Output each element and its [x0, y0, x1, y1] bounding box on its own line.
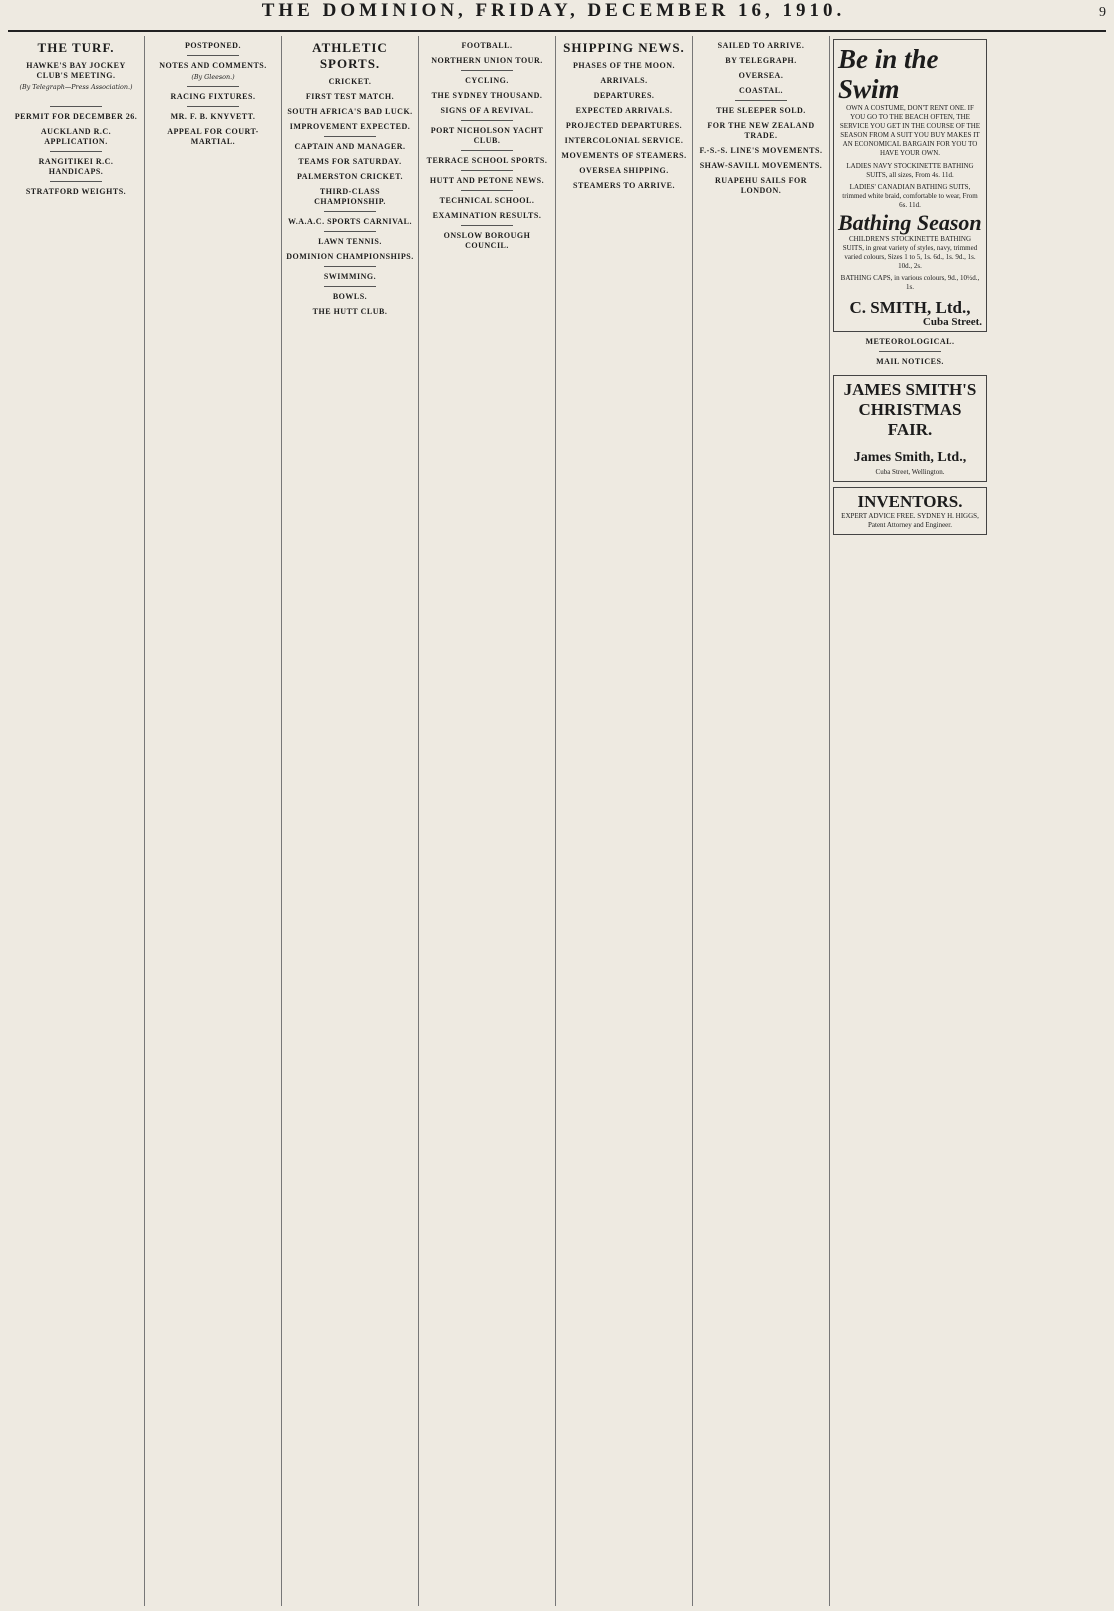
subheading: TERRACE SCHOOL SPORTS.: [426, 156, 548, 165]
advertisement-inventors: [833, 487, 987, 535]
divider: [50, 106, 102, 107]
divider: [461, 70, 513, 71]
heading-shipping-news: SHIPPING NEWS.: [563, 40, 685, 55]
article-body: [11, 94, 141, 103]
divider: [324, 211, 376, 212]
divider: [461, 190, 513, 191]
subheading: PROJECTED DEPARTURES.: [565, 121, 683, 130]
ad-line: BATHING CAPS, in various colours, 9d., 10½d., 1s.: [840, 274, 980, 291]
heading-the-turf: THE TURF.: [37, 40, 115, 55]
subheading: THE HUTT CLUB.: [312, 307, 388, 316]
ad-street: Cuba Street.: [922, 316, 982, 328]
subheading: METEOROLOGICAL.: [865, 336, 955, 346]
advertisement-james-smith: [833, 375, 987, 482]
subheading: THIRD-CLASS CHAMPIONSHIP.: [314, 187, 386, 206]
divider: [50, 181, 102, 182]
subheading: RACING FIXTURES.: [170, 91, 256, 101]
subheading: APPEAL FOR COURT-MARTIAL.: [167, 126, 259, 146]
column-5: [556, 36, 693, 1606]
subheading: THE SLEEPER SOLD.: [716, 106, 806, 115]
subheading: SWIMMING.: [323, 272, 377, 281]
divider: [879, 351, 941, 352]
subheading: PERMIT FOR DECEMBER 26.: [14, 112, 138, 122]
subheading: HUTT AND PETONE NEWS.: [429, 176, 545, 185]
divider: [324, 231, 376, 232]
subheading: OVERSEA.: [738, 71, 784, 80]
subheading: TEAMS FOR SATURDAY.: [298, 157, 402, 166]
advertisement-c-smith: [833, 39, 987, 332]
caption: (By Telegraph—Press Association.): [19, 83, 133, 91]
subheading: IMPROVEMENT EXPECTED.: [289, 122, 411, 131]
subheading: DOMINION CHAMPIONSHIPS.: [286, 252, 414, 261]
subheading: NORTHERN UNION TOUR.: [431, 56, 543, 65]
subheading: MR. F. B. KNYVETT.: [170, 111, 256, 121]
subheading: SHAW-SAVILL MOVEMENTS.: [699, 161, 823, 170]
heading-athletic-sports: ATHLETIC SPORTS.: [312, 40, 388, 71]
ad-text: OWN A COSTUME, DON'T RENT ONE. IF YOU GO TO THE BEACH OFTEN, THE SERVICE YOU GET IN THE COURSE OF THE SEASON FROM A SUIT YOU BUY MAKES IT AN ECONOMICAL BARGAIN FOR YOU TO HAVE YOUR OWN.: [839, 104, 981, 157]
subheading: BOWLS.: [332, 292, 368, 301]
ad-headline: Be in the Swim: [838, 44, 939, 104]
subheading: COASTAL.: [738, 86, 784, 95]
subheading: DEPARTURES.: [593, 91, 655, 100]
subheading: FIRST TEST MATCH.: [305, 92, 395, 101]
subheading: PORT NICHOLSON YACHT CLUB.: [430, 126, 544, 145]
subheading: FOOTBALL.: [461, 41, 513, 50]
divider: [735, 100, 787, 101]
subheading: NOTES AND COMMENTS.: [159, 61, 267, 70]
subheading: POSTPONED.: [185, 41, 241, 50]
subheading: THE SYDNEY THOUSAND.: [431, 91, 543, 100]
column-2: [145, 36, 282, 1606]
divider: [461, 120, 513, 121]
column-6: [693, 36, 830, 1606]
column-1: [8, 36, 145, 1606]
ad-headline: JAMES SMITH'S CHRISTMAS FAIR.: [843, 379, 977, 439]
ad-line: EXPERT ADVICE FREE. SYDNEY H. HIGGS, Patent Attorney and Engineer.: [841, 511, 979, 529]
subheading: TECHNICAL SCHOOL.: [439, 196, 535, 205]
subheading: W.A.A.C. SPORTS CARNIVAL.: [287, 217, 413, 226]
caption: (By Gleeson.): [191, 73, 235, 81]
subheading: MAIL NOTICES.: [876, 356, 944, 366]
subheading: STRATFORD WEIGHTS.: [25, 187, 127, 197]
subheading: SOUTH AFRICA'S BAD LUCK.: [287, 107, 413, 116]
masthead: [8, 0, 1106, 32]
subheading: LAWN TENNIS.: [318, 237, 382, 246]
ad-headline-2: Bathing Season: [838, 210, 982, 235]
column-3: [282, 36, 419, 1606]
subheading: EXAMINATION RESULTS.: [432, 211, 542, 220]
ad-firm: James Smith, Ltd.,: [853, 449, 967, 465]
subheading: CYCLING.: [465, 76, 509, 85]
subheading: INTERCOLONIAL SERVICE.: [564, 136, 684, 145]
divider: [187, 86, 239, 87]
subheading: CAPTAIN AND MANAGER.: [294, 142, 406, 151]
subheading: FOR THE NEW ZEALAND TRADE.: [707, 121, 815, 140]
divider: [324, 286, 376, 287]
subheading: HAWKE'S BAY JOCKEY CLUB'S MEETING.: [26, 61, 126, 80]
subheading: BY TELEGRAPH.: [725, 56, 797, 65]
ad-line: LADIES NAVY STOCKINETTE BATHING SUITS, all sizes, From 4s. 11d.: [846, 162, 974, 179]
subheading: AUCKLAND R.C. APPLICATION.: [40, 127, 112, 147]
subheading: PHASES OF THE MOON.: [573, 61, 675, 70]
divider: [324, 136, 376, 137]
divider: [187, 55, 239, 56]
ad-headline: INVENTORS.: [857, 491, 963, 511]
subheading: F.-S.-S. LINE'S MOVEMENTS.: [699, 146, 823, 155]
subheading: SIGNS OF A REVIVAL.: [440, 106, 534, 115]
divider: [461, 150, 513, 151]
page-number: 9: [1098, 5, 1106, 20]
divider: [324, 266, 376, 267]
subheading: ONSLOW BOROUGH COUNCIL.: [443, 231, 531, 250]
subheading: CRICKET.: [328, 77, 372, 86]
subheading: RUAPEHU SAILS FOR LONDON.: [714, 176, 808, 195]
divider: [187, 106, 239, 107]
subheading: MOVEMENTS OF STEAMERS.: [561, 151, 687, 160]
divider: [461, 170, 513, 171]
ad-line: LADIES' CANADIAN BATHING SUITS, trimmed white braid, comfortable to wear, From 6s. 11d.: [842, 183, 978, 209]
subheading: EXPECTED ARRIVALS.: [575, 106, 673, 115]
divider: [50, 151, 102, 152]
masthead-title: THE DOMINION, FRIDAY, DECEMBER 16, 1910.: [261, 0, 846, 21]
subheading: OVERSEA SHIPPING.: [579, 166, 669, 175]
column-4: [419, 36, 556, 1606]
divider: [461, 225, 513, 226]
subheading: SAILED TO ARRIVE.: [717, 41, 805, 50]
subheading: STEAMERS TO ARRIVE.: [573, 181, 675, 190]
ad-line: CHILDREN'S STOCKINETTE BATHING SUITS, in great variety of styles, navy, trimmed varied colours, Sizes 1 to 5, 1s. 6d., 1s. 9d., 1s. 10d., 2s.: [842, 235, 978, 270]
columns: [8, 36, 1106, 1606]
ad-street: Cuba Street, Wellington.: [875, 467, 945, 476]
subheading: PALMERSTON CRICKET.: [297, 172, 403, 181]
subheading: ARRIVALS.: [600, 76, 648, 85]
ad-firm: C. SMITH, Ltd.,: [849, 298, 971, 317]
column-7-ads: [830, 36, 990, 1606]
subheading: RANGITIKEI R.C. HANDICAPS.: [38, 157, 114, 177]
